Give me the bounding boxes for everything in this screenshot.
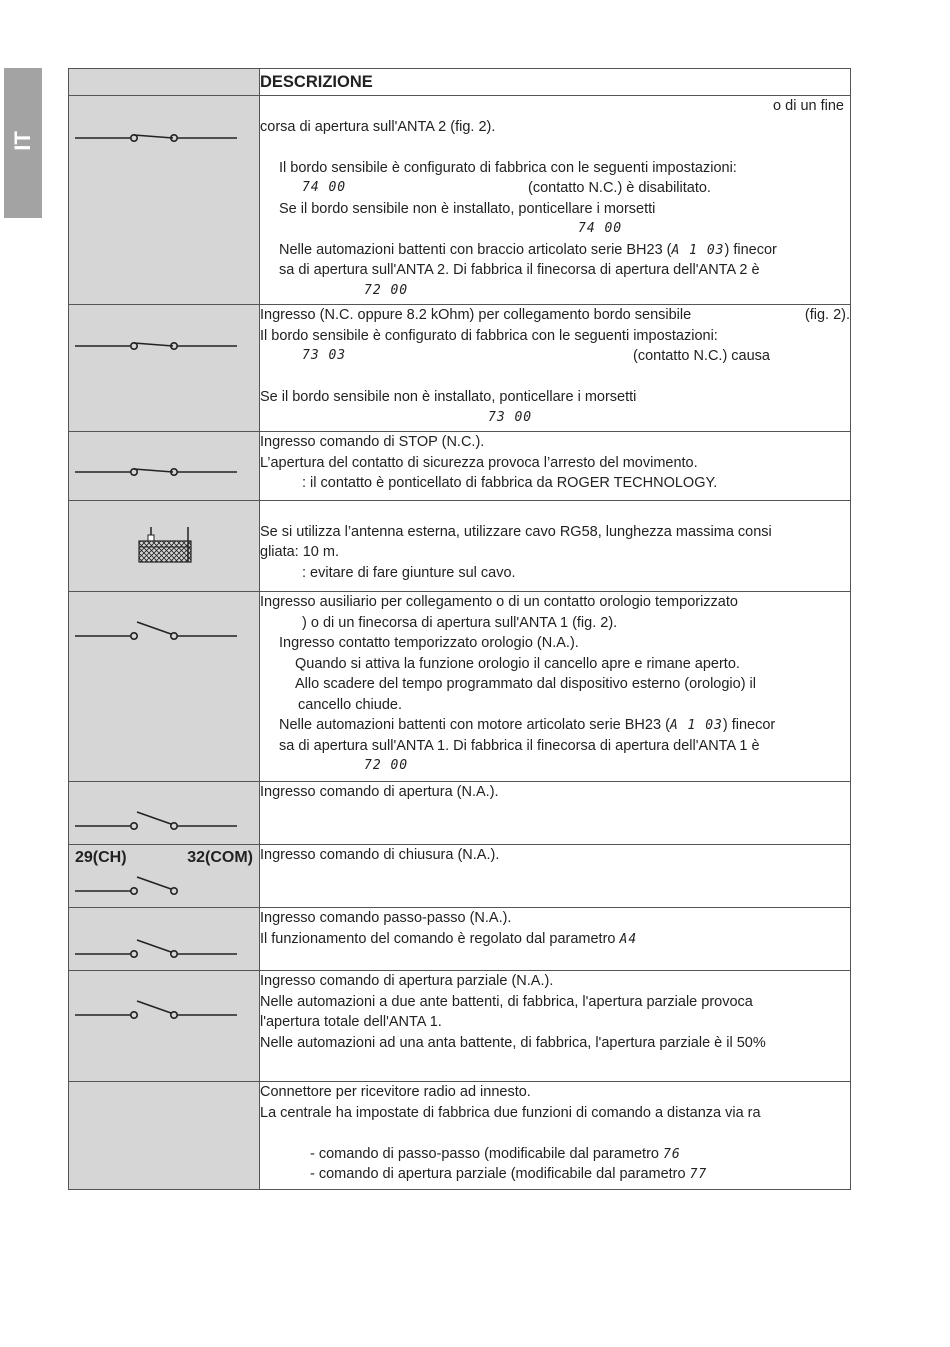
text-line: Ingresso comando di apertura parziale (N.A.). xyxy=(260,973,554,989)
display-code: 73 00 xyxy=(488,409,533,425)
text-fragment: - comando di apertura parziale (modificabile dal parametro xyxy=(310,1166,686,1182)
text-line: Se il bordo sensibile non è installato, ponticellare i morsetti xyxy=(260,389,637,405)
text-line: o di un fine xyxy=(773,98,844,114)
text-line: Se il bordo sensibile non è installato, ponticellare i morsetti xyxy=(279,200,656,217)
no-contact-symbol-icon xyxy=(69,934,259,964)
text-line xyxy=(260,178,850,199)
display-code: 72 00 xyxy=(364,758,409,773)
text-line: Ingresso comando di apertura (N.A.). xyxy=(260,784,499,800)
display-code: 74 00 xyxy=(578,221,623,236)
symbol-cell xyxy=(69,845,260,908)
text-line: gliata: 10 m. xyxy=(260,544,339,560)
text-line xyxy=(260,281,850,302)
table-row xyxy=(69,432,851,501)
display-code: 77 xyxy=(689,1167,708,1182)
terminal-table xyxy=(68,68,851,1190)
table-header-row xyxy=(69,69,851,96)
text-fragment: Nelle automazioni battenti con motore articolato serie BH23 ( xyxy=(279,717,670,733)
nc-contact-symbol-icon xyxy=(69,334,259,358)
symbol-cell xyxy=(69,971,260,1082)
header-symbol-cell xyxy=(69,69,260,96)
text-line: Nelle automazioni a due ante battenti, di fabbrica, l'apertura parziale provoca xyxy=(260,993,753,1010)
text-line: Quando si attiva la funzione orologio il cancello apre e rimane aperto. xyxy=(295,655,740,672)
text-line xyxy=(260,137,850,158)
language-tab xyxy=(4,68,42,218)
text-line xyxy=(260,715,850,736)
text-line xyxy=(260,929,850,950)
text-fragment: - comando di passo-passo (modificabile dal parametro xyxy=(310,1145,659,1162)
terminal-label-ch: 29(CH) xyxy=(75,849,127,866)
text-fragment: ) finecor xyxy=(722,717,776,733)
symbol-cell xyxy=(69,592,260,782)
no-contact-symbol-icon xyxy=(69,618,259,648)
text-line xyxy=(260,305,850,326)
text-line: Ingresso comando di chiusura (N.A.). xyxy=(260,847,500,863)
text-line xyxy=(260,367,850,388)
text-line: Ingresso comando di STOP (N.C.). xyxy=(260,434,485,450)
symbol-cell xyxy=(69,501,260,592)
description-cell xyxy=(260,971,851,1082)
display-code: A 1 03 xyxy=(669,718,723,733)
display-code: 74 00 xyxy=(302,180,347,195)
table-row xyxy=(69,845,851,908)
antenna-icon xyxy=(69,523,259,569)
text-line xyxy=(260,1144,850,1165)
description-cell xyxy=(260,1082,851,1190)
display-code: 73 03 xyxy=(302,348,347,363)
table-row xyxy=(69,501,851,592)
text-fragment: (contatto N.C.) è disabilitato. xyxy=(528,180,711,196)
text-line: Ingresso contatto temporizzato orologio (N.A.). xyxy=(279,635,579,651)
text-fragment: Il funzionamento del comando è regolato dal parametro xyxy=(260,930,616,947)
no-contact-symbol-icon xyxy=(69,997,259,1027)
text-line: sa di apertura sull'ANTA 1. Di fabbrica il finecorsa di apertura dell'ANTA 1 è xyxy=(279,737,760,754)
text-line: Connettore per ricevitore radio ad innesto. xyxy=(260,1084,531,1100)
text-line xyxy=(260,219,850,240)
description-cell xyxy=(260,782,851,845)
table-row xyxy=(69,1082,851,1190)
description-cell xyxy=(260,305,851,432)
nc-contact-symbol-icon xyxy=(69,126,259,150)
table-row xyxy=(69,96,851,305)
display-code: A 1 03 xyxy=(671,242,725,258)
header-description-cell xyxy=(260,69,851,96)
text-line xyxy=(260,501,850,522)
text-line: Il bordo sensibile è configurato di fabbrica con le seguenti impostazioni: xyxy=(279,159,737,176)
text-line xyxy=(260,1123,850,1144)
terminal-label-com: 32(COM) xyxy=(187,849,253,866)
symbol-cell xyxy=(69,908,260,971)
display-code: 72 00 xyxy=(364,282,409,298)
description-cell xyxy=(260,908,851,971)
text-line xyxy=(260,408,850,429)
text-line: Se si utilizza l’antenna esterna, utilizzare cavo RG58, lunghezza massima consi xyxy=(260,523,772,540)
text-fragment: Nelle automazioni battenti con braccio articolato serie BH23 ( xyxy=(279,241,672,258)
symbol-cell xyxy=(69,305,260,432)
text-line xyxy=(260,756,850,777)
text-line xyxy=(260,1164,850,1185)
text-line: Allo scadere del tempo programmato dal dispositivo esterno (orologio) il xyxy=(295,676,757,692)
header-description: DESCRIZIONE xyxy=(260,73,373,91)
text-line: L’apertura del contatto di sicurezza provoca l’arresto del movimento. xyxy=(260,454,698,471)
text-line: ) o di un finecorsa di apertura sull'ANTA 1 (fig. 2). xyxy=(302,614,618,631)
description-cell xyxy=(260,96,851,305)
symbol-cell xyxy=(69,96,260,305)
table-row xyxy=(69,782,851,845)
display-code: 76 xyxy=(663,1146,681,1162)
symbol-cell xyxy=(69,432,260,501)
text-line: sa di apertura sull'ANTA 2. Di fabbrica il finecorsa di apertura dell'ANTA 2 è xyxy=(279,262,760,278)
table-row xyxy=(69,908,851,971)
display-code: A4 xyxy=(619,931,638,947)
text-line: : il contatto è ponticellato di fabbrica da ROGER TECHNOLOGY. xyxy=(302,475,718,491)
description-cell xyxy=(260,501,851,592)
text-line: La centrale ha impostate di fabbrica due funzioni di comando a distanza via ra xyxy=(260,1104,761,1121)
text-line: Il bordo sensibile è configurato di fabbrica con le seguenti impostazioni: xyxy=(260,327,718,344)
table-row xyxy=(69,305,851,432)
text-line xyxy=(260,240,850,261)
symbol-cell xyxy=(69,782,260,845)
description-cell xyxy=(260,845,851,908)
nc-contact-symbol-icon xyxy=(69,460,259,484)
text-fragment: Ingresso (N.C. oppure 8.2 kOhm) per collegamento bordo sensibile xyxy=(260,307,692,323)
text-line xyxy=(260,346,850,367)
text-line: cancello chiude. xyxy=(298,696,402,713)
text-fragment: ) finecor xyxy=(724,241,777,258)
no-contact-symbol-icon xyxy=(69,871,259,901)
text-line: Ingresso comando passo-passo (N.A.). xyxy=(260,910,512,926)
language-tab-label: IT xyxy=(10,131,35,151)
text-line: : evitare di fare giunture sul cavo. xyxy=(302,564,516,581)
text-line: l'apertura totale dell'ANTA 1. xyxy=(260,1014,442,1030)
symbol-cell xyxy=(69,1082,260,1190)
table-row xyxy=(69,971,851,1082)
text-line: Nelle automazioni ad una anta battente, di fabbrica, l'apertura parziale è il 50% xyxy=(260,1034,766,1051)
text-line: corsa di apertura sull'ANTA 2 (fig. 2). xyxy=(260,118,496,135)
no-contact-symbol-icon xyxy=(69,808,259,838)
text-line: Ingresso ausiliario per collegamento o di un contatto orologio temporizzato xyxy=(260,594,738,610)
text-fragment: (contatto N.C.) causa xyxy=(633,348,770,364)
table-row xyxy=(69,592,851,782)
text-fragment: (fig. 2). xyxy=(804,307,850,323)
description-cell xyxy=(260,592,851,782)
description-cell xyxy=(260,432,851,501)
